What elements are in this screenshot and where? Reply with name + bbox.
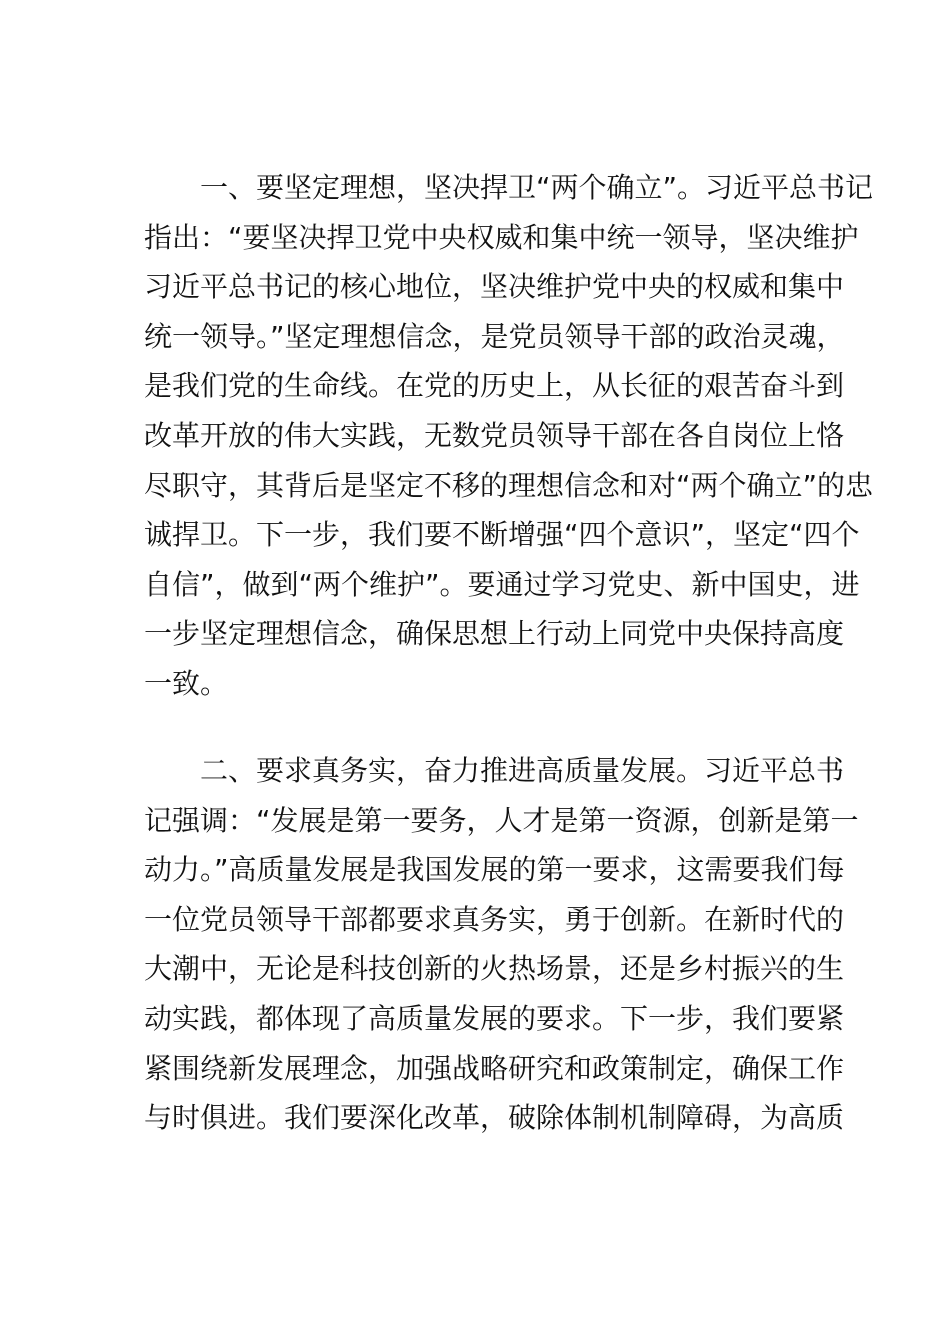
text-line: 是我们党的生命线。在党的历史上，从长征的艰苦奋斗到 bbox=[144, 369, 845, 403]
paragraph-high-quality-development bbox=[144, 746, 859, 1143]
text-line: 一、要坚定理想，坚决捍卫“两个确立”。习近平总书记 bbox=[144, 171, 874, 204]
text-line: 一位党员领导干部都要求真务实，勇于创新。在新时代的 bbox=[144, 902, 845, 936]
text-line: 记强调：“发展是第一要务，人才是第一资源，创新是第一 bbox=[144, 803, 859, 837]
text-line: 动力。”高质量发展是我国发展的第一要求，这需要我们每 bbox=[144, 853, 845, 887]
paragraph-firm-ideals bbox=[144, 163, 874, 709]
text-line: 诚捍卫。下一步，我们要不断增强“四个意识”，坚定“四个 bbox=[144, 518, 860, 552]
text-line: 统一领导。”坚定理想信念，是党员领导干部的政治灵魂， bbox=[144, 319, 845, 353]
text-line: 二、要求真务实，奋力推进高质量发展。习近平总书 bbox=[144, 754, 845, 787]
text-line: 大潮中，无论是科技创新的火热场景，还是乡村振兴的生 bbox=[144, 952, 845, 986]
text-line: 习近平总书记的核心地位，坚决维护党中央的权威和集中 bbox=[144, 270, 845, 304]
text-line: 一步坚定理想信念，确保思想上行动上同党中央保持高度 bbox=[144, 617, 845, 651]
text-line: 自信”，做到“两个维护”。要通过学习党史、新中国史，进 bbox=[144, 567, 860, 601]
text-line: 改革开放的伟大实践，无数党员领导干部在各自岗位上恪 bbox=[144, 418, 845, 452]
text-line: 紧围绕新发展理念，加强战略研究和政策制定，确保工作 bbox=[144, 1051, 845, 1085]
text-line: 与时俱进。我们要深化改革，破除体制机制障碍，为高质 bbox=[144, 1101, 845, 1135]
text-line: 尽职守，其背后是坚定不移的理想信念和对“两个确立”的忠 bbox=[144, 468, 874, 502]
text-line: 动实践，都体现了高质量发展的要求。下一步，我们要紧 bbox=[144, 1001, 845, 1035]
text-line: 指出：“要坚决捍卫党中央权威和集中统一领导，坚决维护 bbox=[144, 220, 859, 254]
text-line: 一致。 bbox=[144, 666, 229, 700]
